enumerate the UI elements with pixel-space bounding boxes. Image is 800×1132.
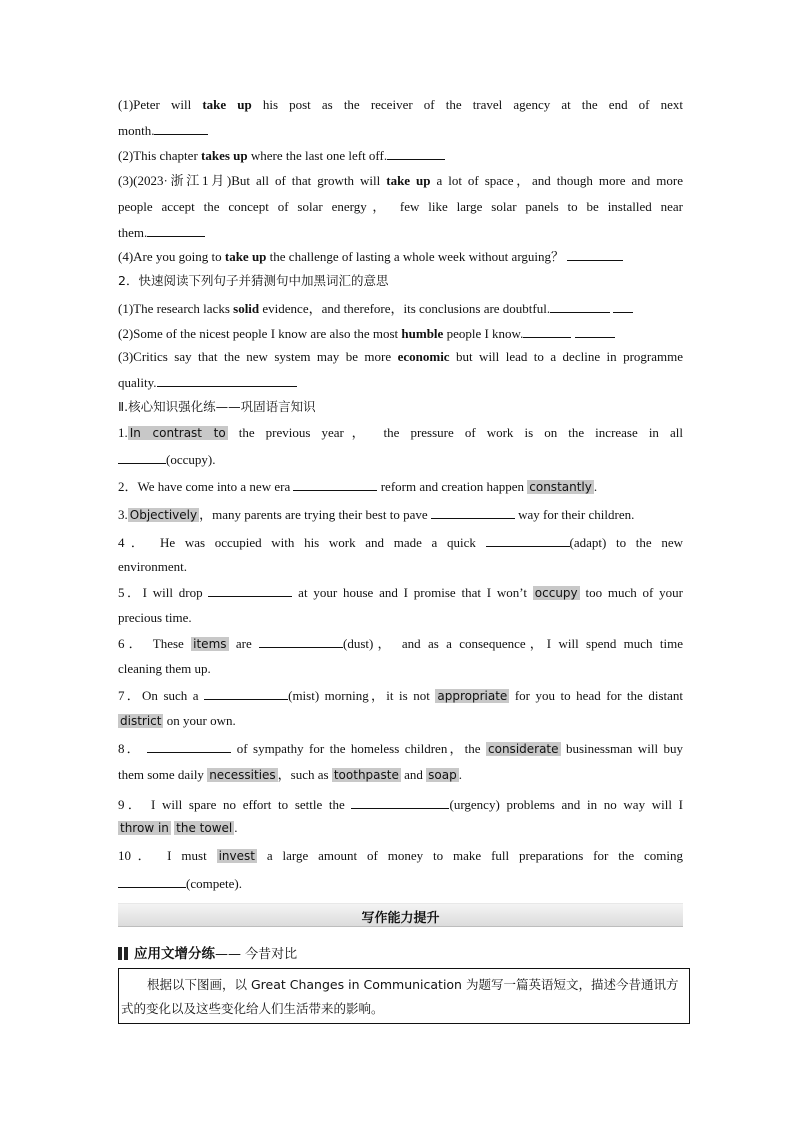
sentence-8-line-1: 8． of sympathy for the homeless children，the considerate businessman will buy [118, 741, 683, 756]
sentence-10-line-1: 10． I must invest a large amount of money to make full preparations for the coming [118, 848, 683, 863]
question-3-line-2: people accept the concept of solar energy， few like large solar panels to be installed near [118, 199, 683, 214]
answer-blank[interactable] [208, 584, 292, 597]
writing-section-title: 写作能力提升 [361, 911, 440, 926]
answer-blank[interactable] [154, 122, 208, 135]
section-2-heading: 2．快速阅读下列句子并猜测句中加黑词汇的意思 [118, 273, 389, 288]
answer-blank[interactable] [118, 875, 186, 888]
sentence-1-line-2: (occupy). [118, 451, 683, 468]
sentence-10-line-2: (compete). [118, 875, 683, 892]
sentence-8-line-2: them some daily necessities ，such as toothpaste and soap . [118, 767, 462, 782]
sentence-9-line-2: throw in the towel . [120, 820, 238, 835]
heading-marker-icon [118, 947, 122, 960]
heading-marker-icon [124, 947, 128, 960]
answer-blank[interactable] [259, 635, 343, 648]
exercise-title: 应用文增分练 [134, 946, 215, 962]
question-3-line-1: (3)(2023·浙江1月)But all of that growth will take up a lot of space，and though more and more [118, 173, 683, 188]
sentence-5-line-1: 5．I will drop at your house and I promise that I won’t occupy too much of your [118, 585, 683, 600]
question-4: (4)Are you going to take up the challenge of lasting a whole week without arguing？ [118, 248, 683, 265]
answer-blank[interactable] [567, 248, 623, 261]
answer-blank[interactable] [613, 300, 633, 313]
writing-prompt: 根据以下图画，以 Great Changes in Communication 为题写一篇英语短文，描述今昔通讯方式的变化以及这些变化给人们生活带来的影响。 [121, 977, 679, 1016]
sentence-4-line-1: 4． He was occupied with his work and made a quick (adapt) to the new [118, 535, 683, 550]
reading-1: (1)The research lacks solid evidence，and therefore，its conclusions are doubtful. [118, 300, 683, 317]
part-2-heading: Ⅱ.核心知识强化练——巩固语言知识 [118, 399, 316, 414]
sentence-7-line-1: 7．On such a (mist) morning，it is not appropriate for you to head for the distant [118, 688, 683, 703]
answer-blank[interactable] [486, 534, 570, 547]
sentence-7-line-2: district on your own. [120, 713, 236, 728]
answer-blank[interactable] [575, 325, 615, 338]
answer-blank[interactable] [204, 687, 288, 700]
reading-3-line-2: quality. [118, 374, 683, 391]
question-3-line-3: them. [118, 224, 683, 241]
sentence-6-line-2: cleaning them up. [118, 661, 211, 676]
answer-blank[interactable] [431, 506, 515, 519]
sentence-5-line-2: precious time. [118, 610, 192, 625]
sentence-4-line-2: environment. [118, 559, 187, 574]
answer-blank[interactable] [387, 147, 445, 160]
answer-blank[interactable] [523, 325, 571, 338]
reading-3-line-1: (3)Critics say that the new system may be more economic but will lead to a decline in programme [118, 349, 684, 364]
answer-blank[interactable] [157, 374, 297, 387]
answer-blank[interactable] [147, 224, 205, 237]
answer-blank[interactable] [118, 451, 166, 464]
question-1-line-2: month. [118, 122, 683, 139]
answer-blank[interactable] [351, 796, 449, 809]
exercise-heading [118, 942, 297, 960]
writing-prompt-box [118, 968, 690, 1024]
question-2: (2)This chapter takes up where the last one left off. [118, 147, 683, 164]
sentence-9-line-1: 9． I will spare no effort to settle the (urgency) problems and in no way will I [118, 797, 683, 812]
sentence-1-line-1: 1. In contrast to the previous year， the pressure of work is on the increase in all [118, 425, 683, 440]
writing-section-band [118, 903, 683, 927]
sentence-6-line-1: 6． These items are (dust)， and as a consequence，I will spend much time [118, 636, 683, 651]
sentence-2: 2．We have come into a new era reform and creation happen constantly . [118, 479, 598, 494]
sentence-3: 3. Objectively ，many parents are trying their best to pave way for their children. [118, 507, 635, 522]
exercise-subtitle: —— 今昔对比 [215, 947, 298, 962]
answer-blank[interactable] [293, 478, 377, 491]
answer-blank[interactable] [147, 740, 231, 753]
answer-blank[interactable] [550, 300, 610, 313]
question-1-line-1: (1)Peter will take up his post as the receiver of the travel agency at the end of next [118, 97, 683, 112]
reading-2: (2)Some of the nicest people I know are also the most humble people I know. [118, 325, 683, 342]
